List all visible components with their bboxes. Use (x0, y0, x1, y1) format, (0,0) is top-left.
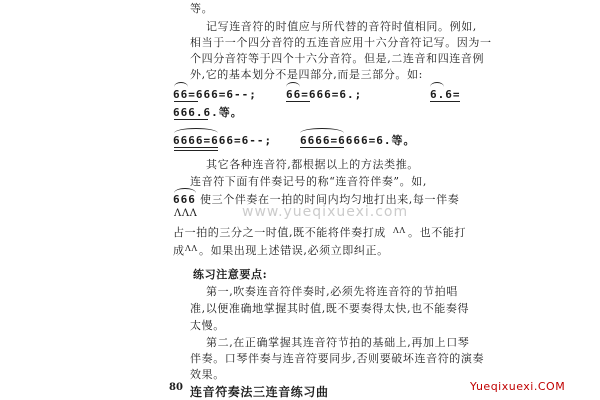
para3-line3: 占一拍的三分之一时值,既不能将伴奏打成 (173, 226, 386, 239)
notation-example-1d: 666.6.等。 (173, 106, 243, 119)
accent-symbol: ΛΛ (393, 226, 406, 235)
para4-line2: 准,以便准确地掌握其时值,既不要奏得太快,也不能奏得 (190, 302, 470, 315)
para1-line1: 记写连音符的时值应与所代替的音符时值相同。例如, (206, 20, 477, 33)
slur-mark (174, 82, 188, 87)
para5-line3: 效果。 (190, 368, 225, 381)
underline-beam (430, 101, 460, 102)
underline-beam (286, 101, 310, 102)
watermark: www.yueqixuexi.com (242, 204, 409, 220)
accent-marks: ΛΛΛ (174, 208, 198, 219)
heading-triplet-etude: 连音符奏法三连音练习曲 (190, 385, 329, 399)
para1-line3: 个四分音符等于四个十六分音符。但是,二连音和四连音例 (190, 52, 485, 65)
notation-example-1c: 6.6= (430, 88, 461, 101)
slur-mark (174, 128, 218, 133)
underline-beam (174, 150, 218, 151)
para2: 其它各种连音符,都根据以上的方法类推。 (206, 158, 419, 171)
site-mark: Yueqixuexi.COM (470, 380, 566, 393)
note-666: 666 (173, 193, 196, 206)
para3-line4: 。如果出现上述错误,必须立即纠正。 (199, 244, 389, 257)
para5-line2: 伴奏。口琴伴奏与连音符要同步,否则要破坏连音符的演奏 (190, 352, 485, 365)
para3-line2: 使三个伴奏在一拍的时间内均匀地打出来,每一伴奏 (200, 193, 460, 206)
slur-mark (286, 82, 300, 87)
accent-symbol: ΛΛ (185, 244, 198, 253)
para1-line2: 相当于一个四分音符的五连音应用十六分音符记写。因为一 (190, 36, 492, 49)
notation-example-1b: 66=666=6.; (286, 88, 363, 101)
para3-line1: 连音符下面有伴奏记号的称“连音符伴奏”。如, (190, 175, 427, 188)
notation-example-1a: 66=666=6--; (173, 88, 257, 101)
para3-line3-end: 。也不能打 (408, 226, 466, 239)
underline-beam (300, 147, 344, 148)
para1-line4: 外,它的基本划分不是四部分,而是三部分。如: (190, 68, 423, 81)
page-number: 80 (169, 382, 183, 393)
heading-practice-points: 练习注意要点: (193, 268, 268, 281)
underline-beam (174, 119, 208, 120)
slur-mark (430, 82, 444, 87)
para4-line1: 第一,吹奏连音符伴奏时,必须先将连音符的节拍唱 (206, 285, 458, 298)
slur-mark (300, 128, 344, 133)
underline-beam (174, 147, 218, 148)
top-fragment: 等。 (190, 2, 214, 15)
notation-example-2b: 6666=6666=6.等。 (300, 134, 416, 147)
para4-line3: 太慢。 (190, 319, 225, 332)
para5-line1: 第二,在正确掌握其连音符节拍的基础上,再加上口琴 (206, 336, 470, 349)
para3-line4-prefix: 成 (173, 244, 185, 257)
underline-beam (174, 101, 198, 102)
notation-example-2a: 6666=666=6--; (173, 134, 273, 147)
